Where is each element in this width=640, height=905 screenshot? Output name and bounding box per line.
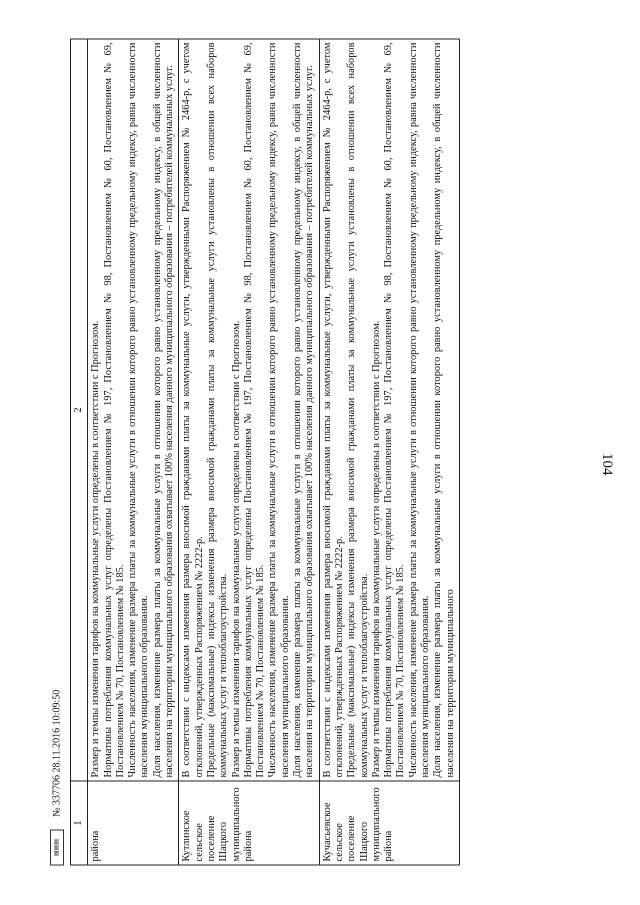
description-cell [88, 39, 179, 781]
description-cell [319, 39, 459, 781]
paragraph: Доля населения, изменение размера платы за коммунальные услуги в отношении которого равно установленному предельному индексу, в общей численности населения на территории муниципального образования охватывает 100% населения данного муниципального образования – потребителей коммунальных услуг. [292, 42, 316, 777]
column-header: 2 [71, 39, 88, 781]
paragraph: Нормативы потребления коммунальных услуг определены Постановлением № 197, Постановлением № 98, Постановлением № 60, Постановлением № 69, Постановлением № 70, Постановлением № 185. [383, 42, 407, 777]
table-row [179, 39, 319, 865]
document-stamp [50, 689, 64, 865]
paragraph: Размер и темпы изменения тарифов на коммунальные услуги определены в соответствии с Прогнозом. [90, 320, 102, 777]
region-cell: района [88, 781, 179, 865]
page-number: 104 [599, 452, 615, 475]
paragraph: Размер и темпы изменения тарифов на коммунальные услуги определены в соответствии с Прогнозом. [370, 320, 382, 777]
table-row [88, 39, 179, 865]
paragraph: Размер и темпы изменения тарифов на коммунальные услуги определены в соответствии с Прогнозом. [230, 320, 242, 777]
paragraph: Нормативы потребления коммунальных услуг определены Постановлением № 197, Постановлением № 98, Постановлением № 60, Постановлением № 69, Постановлением № 70, Постановлением № 185. [242, 42, 267, 777]
column-header: 1 [71, 781, 88, 865]
paragraph: Доля населения, изменение размера платы за коммунальные услуги в отношении которого равно установленному предельному индексу, в общей численности населения на территории муниципального образования охватывает 100% населения данного муниципального образования – потребителей коммунальных услуг. [151, 42, 176, 777]
paragraph: Предельные (максимальные) индексы изменения размера вносимой гражданами платы за коммунальные услуги установлены в отношении всех наборов коммунальных услуг и теплоблагоустройства. [205, 42, 230, 777]
description-cell [179, 39, 319, 781]
paragraph: Нормативы потребления коммунальных услуг определены Постановлением № 197, Постановлением № 98, Постановлением № 60, Постановлением № 69, Постановлением № 70, Постановлением № 185. [102, 42, 126, 777]
paragraph: Численность населения, изменение размера платы за коммунальные услуги в отношении которого равно установленному предельному индексу, равна численности населения муниципального образования. [407, 42, 432, 777]
paragraph: В соответствии с индексами изменения размера вносимой гражданами платы за коммунальные услуги, утвержденными Распоряжением № 2464-р, с учетом отклонений, утвержденных Распоряжением № 2222-р. [181, 42, 205, 777]
stamp-text: № 337706 28.11.2016 10:09:50 [51, 689, 63, 817]
paragraph: В соответствии с индексами изменения размера вносимой гражданами платы за коммунальные услуги, утвержденными Распоряжением № 2464-р, с учетом отклонений, утвержденных Распоряжением № 2222-р. [321, 42, 345, 777]
paragraph: Численность населения, изменение размера платы за коммунальные услуги в отношении которого равно установленному предельному индексу, равна численности населения муниципального образования. [267, 42, 291, 777]
region-cell: Кутлинское сельское поселение Шацкого муниципального района [179, 781, 319, 865]
paragraph: Доля населения, изменение размера платы за коммунальные услуги в отношении которого равно установленному предельному индексу, в общей численности населения на территории муниципального [432, 42, 456, 777]
tariff-table [70, 38, 460, 865]
paragraph: Численность населения, изменение размера платы за коммунальные услуги в отношении которого равно установленному предельному индексу, равна численности населения муниципального образования. [127, 42, 151, 777]
stamp-logo-icon: ▤▤▤ [50, 829, 64, 865]
table-row [319, 39, 459, 865]
table-header-row [71, 39, 88, 865]
region-cell: Кучасьевское сельское поселение Шацкого муниципального района [319, 781, 459, 865]
paragraph: Предельные (максимальные) индексы изменения размера вносимой гражданами платы за коммунальные услуги установлены в отношении всех наборов коммунальных услуг и теплоблагоустройства. [346, 42, 370, 777]
